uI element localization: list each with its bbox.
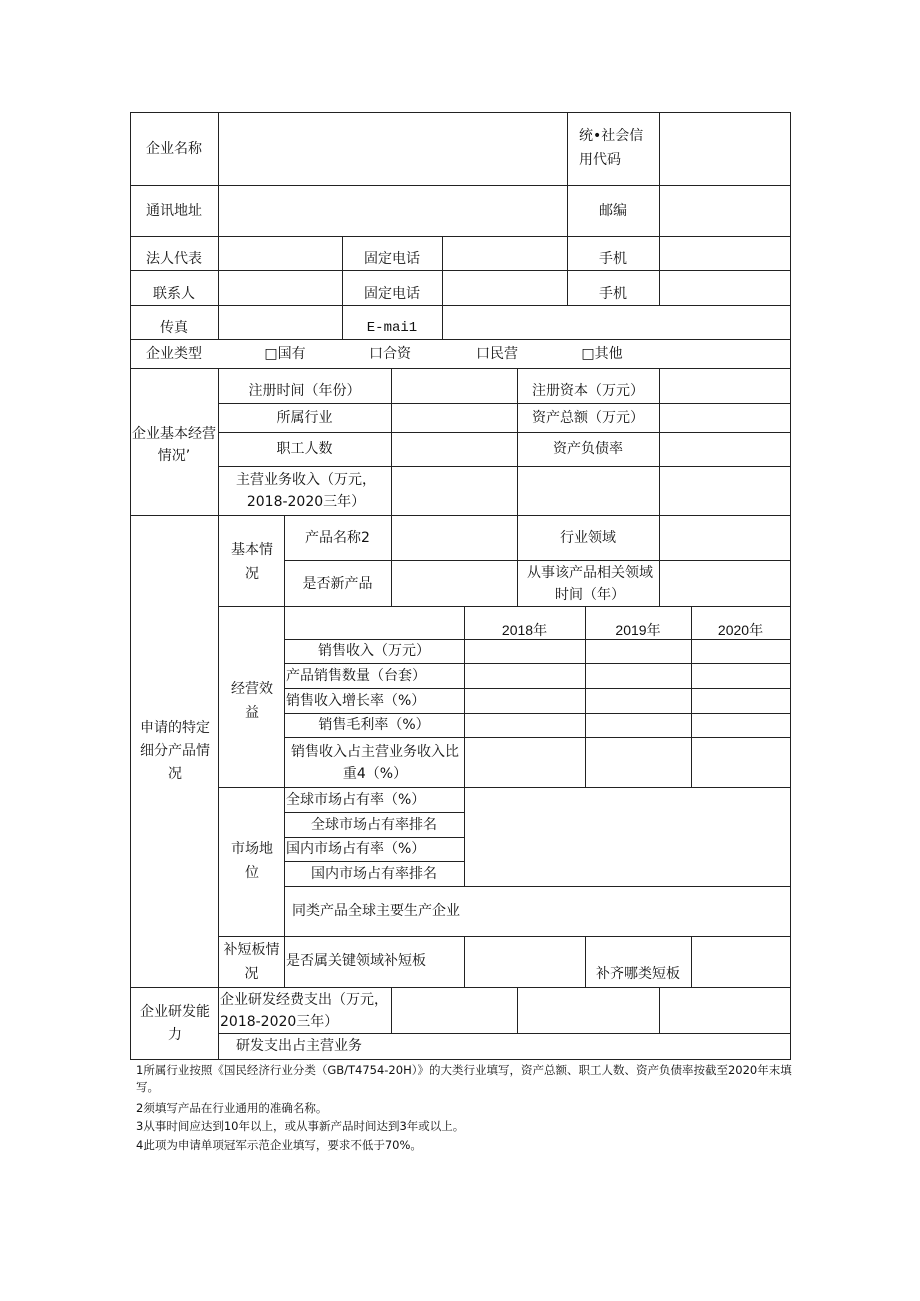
contact-input[interactable]	[219, 271, 342, 305]
sales-revenue-label: 销售收入（万元）	[318, 643, 430, 659]
footnote-2: 2须填写产品在行业通用的准确名称。	[136, 1101, 328, 1115]
years-input[interactable]	[660, 561, 790, 606]
gap-which-input[interactable]	[692, 937, 790, 987]
global-share-label: 全球市场占有率（%）	[286, 791, 426, 808]
rd-expense-label: 企业研发经费支出（万元，2018-2020三年）	[220, 991, 388, 1030]
rd-ratio-input[interactable]	[392, 1034, 790, 1059]
sales-volume-label: 产品销售数量（台套）	[286, 667, 426, 684]
reg-capital-input[interactable]	[660, 369, 790, 403]
debt-ratio-input[interactable]	[660, 433, 790, 466]
credit-code-label: 统•社会信用代码	[579, 128, 644, 168]
field-label: 行业领域	[560, 529, 616, 546]
rd-section-title: 企业研发能力	[140, 1004, 210, 1043]
product-section-title: 申请的特定细分产品情况	[140, 719, 210, 782]
company-name-label: 企业名称	[146, 141, 202, 157]
company-type-label: 企业类型	[146, 345, 202, 362]
legal-mobile-input[interactable]	[660, 237, 790, 270]
basic-info-title: 基本情况	[231, 542, 273, 582]
reg-year-input[interactable]	[392, 369, 517, 403]
employees-input[interactable]	[392, 433, 517, 466]
address-label: 通讯地址	[146, 203, 202, 219]
main-revenue-2020-input[interactable]	[660, 467, 790, 515]
global-rank-label: 全球市场占有率排名	[311, 816, 437, 833]
gross-margin-label: 销售毛利率（%）	[318, 717, 430, 733]
total-assets-input[interactable]	[660, 404, 790, 432]
rd-expense-2018-input[interactable]	[392, 988, 517, 1033]
market-title: 市场地位	[231, 841, 273, 881]
operation-section-title: 企业基本经营情况’	[132, 426, 216, 464]
product-name-input[interactable]	[392, 516, 517, 560]
year-header-2020: 2020年	[717, 622, 764, 638]
field-input[interactable]	[660, 516, 790, 560]
year-header-2018: 2018年	[501, 622, 548, 638]
contact-phone-input[interactable]	[443, 271, 567, 305]
employees-label: 职工人数	[276, 441, 333, 457]
contact-phone-label: 固定电话	[364, 286, 420, 302]
email-input[interactable]	[443, 306, 790, 339]
is-new-input[interactable]	[392, 561, 517, 606]
legal-phone-label: 固定电话	[364, 251, 420, 267]
reg-capital-label: 注册资本（万元）	[532, 383, 644, 399]
global-producers-label: 同类产品全球主要生产企业	[292, 903, 460, 919]
gap-question-label: 是否属关键领域补短板	[286, 953, 426, 969]
gap-question-input[interactable]	[465, 937, 585, 987]
industry-label: 所属行业	[276, 409, 333, 426]
rd-ratio-label: 研发支出占主营业务	[236, 1038, 362, 1054]
revenue-share-label: 销售收入占主营业务收入比重4（%）	[291, 743, 459, 782]
revenue-growth-label: 销售收入增长率（%）	[286, 692, 426, 709]
company-name-input[interactable]	[219, 113, 566, 185]
industry-input[interactable]	[392, 404, 517, 432]
rd-expense-2019-input[interactable]	[518, 988, 659, 1033]
years-label: 从事该产品相关领域时间（年）	[527, 564, 653, 603]
legal-mobile-label: 手机	[599, 251, 627, 267]
type-option-joint-venture[interactable]: 口合资	[369, 345, 411, 362]
contact-label: 联系人	[153, 286, 195, 302]
email-label: E-mai1	[366, 320, 418, 336]
type-option-private[interactable]: 口民营	[476, 345, 518, 362]
is-new-label: 是否新产品	[302, 575, 373, 592]
legal-phone-input[interactable]	[443, 237, 567, 270]
rd-expense-2020-input[interactable]	[660, 988, 790, 1033]
reg-year-label: 注册时间（年份）	[248, 383, 361, 399]
year-header-2019: 2019年	[615, 622, 661, 638]
type-option-state-owned[interactable]: □国有	[264, 345, 306, 362]
footnote-4: 4此项为申请单项冠军示范企业填写，要求不低于70%。	[136, 1138, 422, 1152]
contact-mobile-input[interactable]	[660, 271, 790, 305]
domestic-share-label: 国内市场占有率（%）	[286, 841, 426, 857]
gap-title: 补短板情况	[223, 942, 280, 982]
address-input[interactable]	[219, 186, 566, 236]
footnote-3: 3从事时间应达到10年以上，或从事新产品时间达到3年或以上。	[136, 1119, 465, 1133]
legal-rep-input[interactable]	[219, 237, 342, 270]
footnote-1: 1所属行业按照《国民经济行业分类（GB/T4754-20H）》的大类行业填写，资产总额、职工人数、资产负债率按截至2020年末填写。	[136, 1063, 792, 1094]
total-assets-label: 资产总额（万元）	[532, 409, 644, 426]
contact-mobile-label: 手机	[599, 286, 627, 302]
type-option-other[interactable]: □其他	[581, 345, 623, 362]
fax-input[interactable]	[219, 306, 342, 339]
domestic-rank-label: 国内市场占有率排名	[311, 865, 437, 882]
debt-ratio-label: 资产负债率	[553, 441, 623, 457]
main-revenue-2019-input[interactable]	[518, 467, 659, 515]
credit-code-input[interactable]	[660, 113, 790, 185]
product-name-label: 产品名称2	[305, 529, 370, 546]
postcode-input[interactable]	[660, 186, 790, 236]
gap-which-label: 补齐哪类短板	[596, 966, 680, 982]
efficiency-title: 经营效益	[231, 681, 273, 721]
main-revenue-2018-input[interactable]	[392, 467, 517, 515]
global-producers-input[interactable]	[465, 887, 790, 936]
legal-rep-label: 法人代表	[146, 251, 202, 267]
postcode-label: 邮编	[599, 203, 627, 219]
main-revenue-label: 主营业务收入（万元，2018-2020三年）	[236, 471, 376, 510]
fax-label: 传真	[160, 320, 188, 336]
